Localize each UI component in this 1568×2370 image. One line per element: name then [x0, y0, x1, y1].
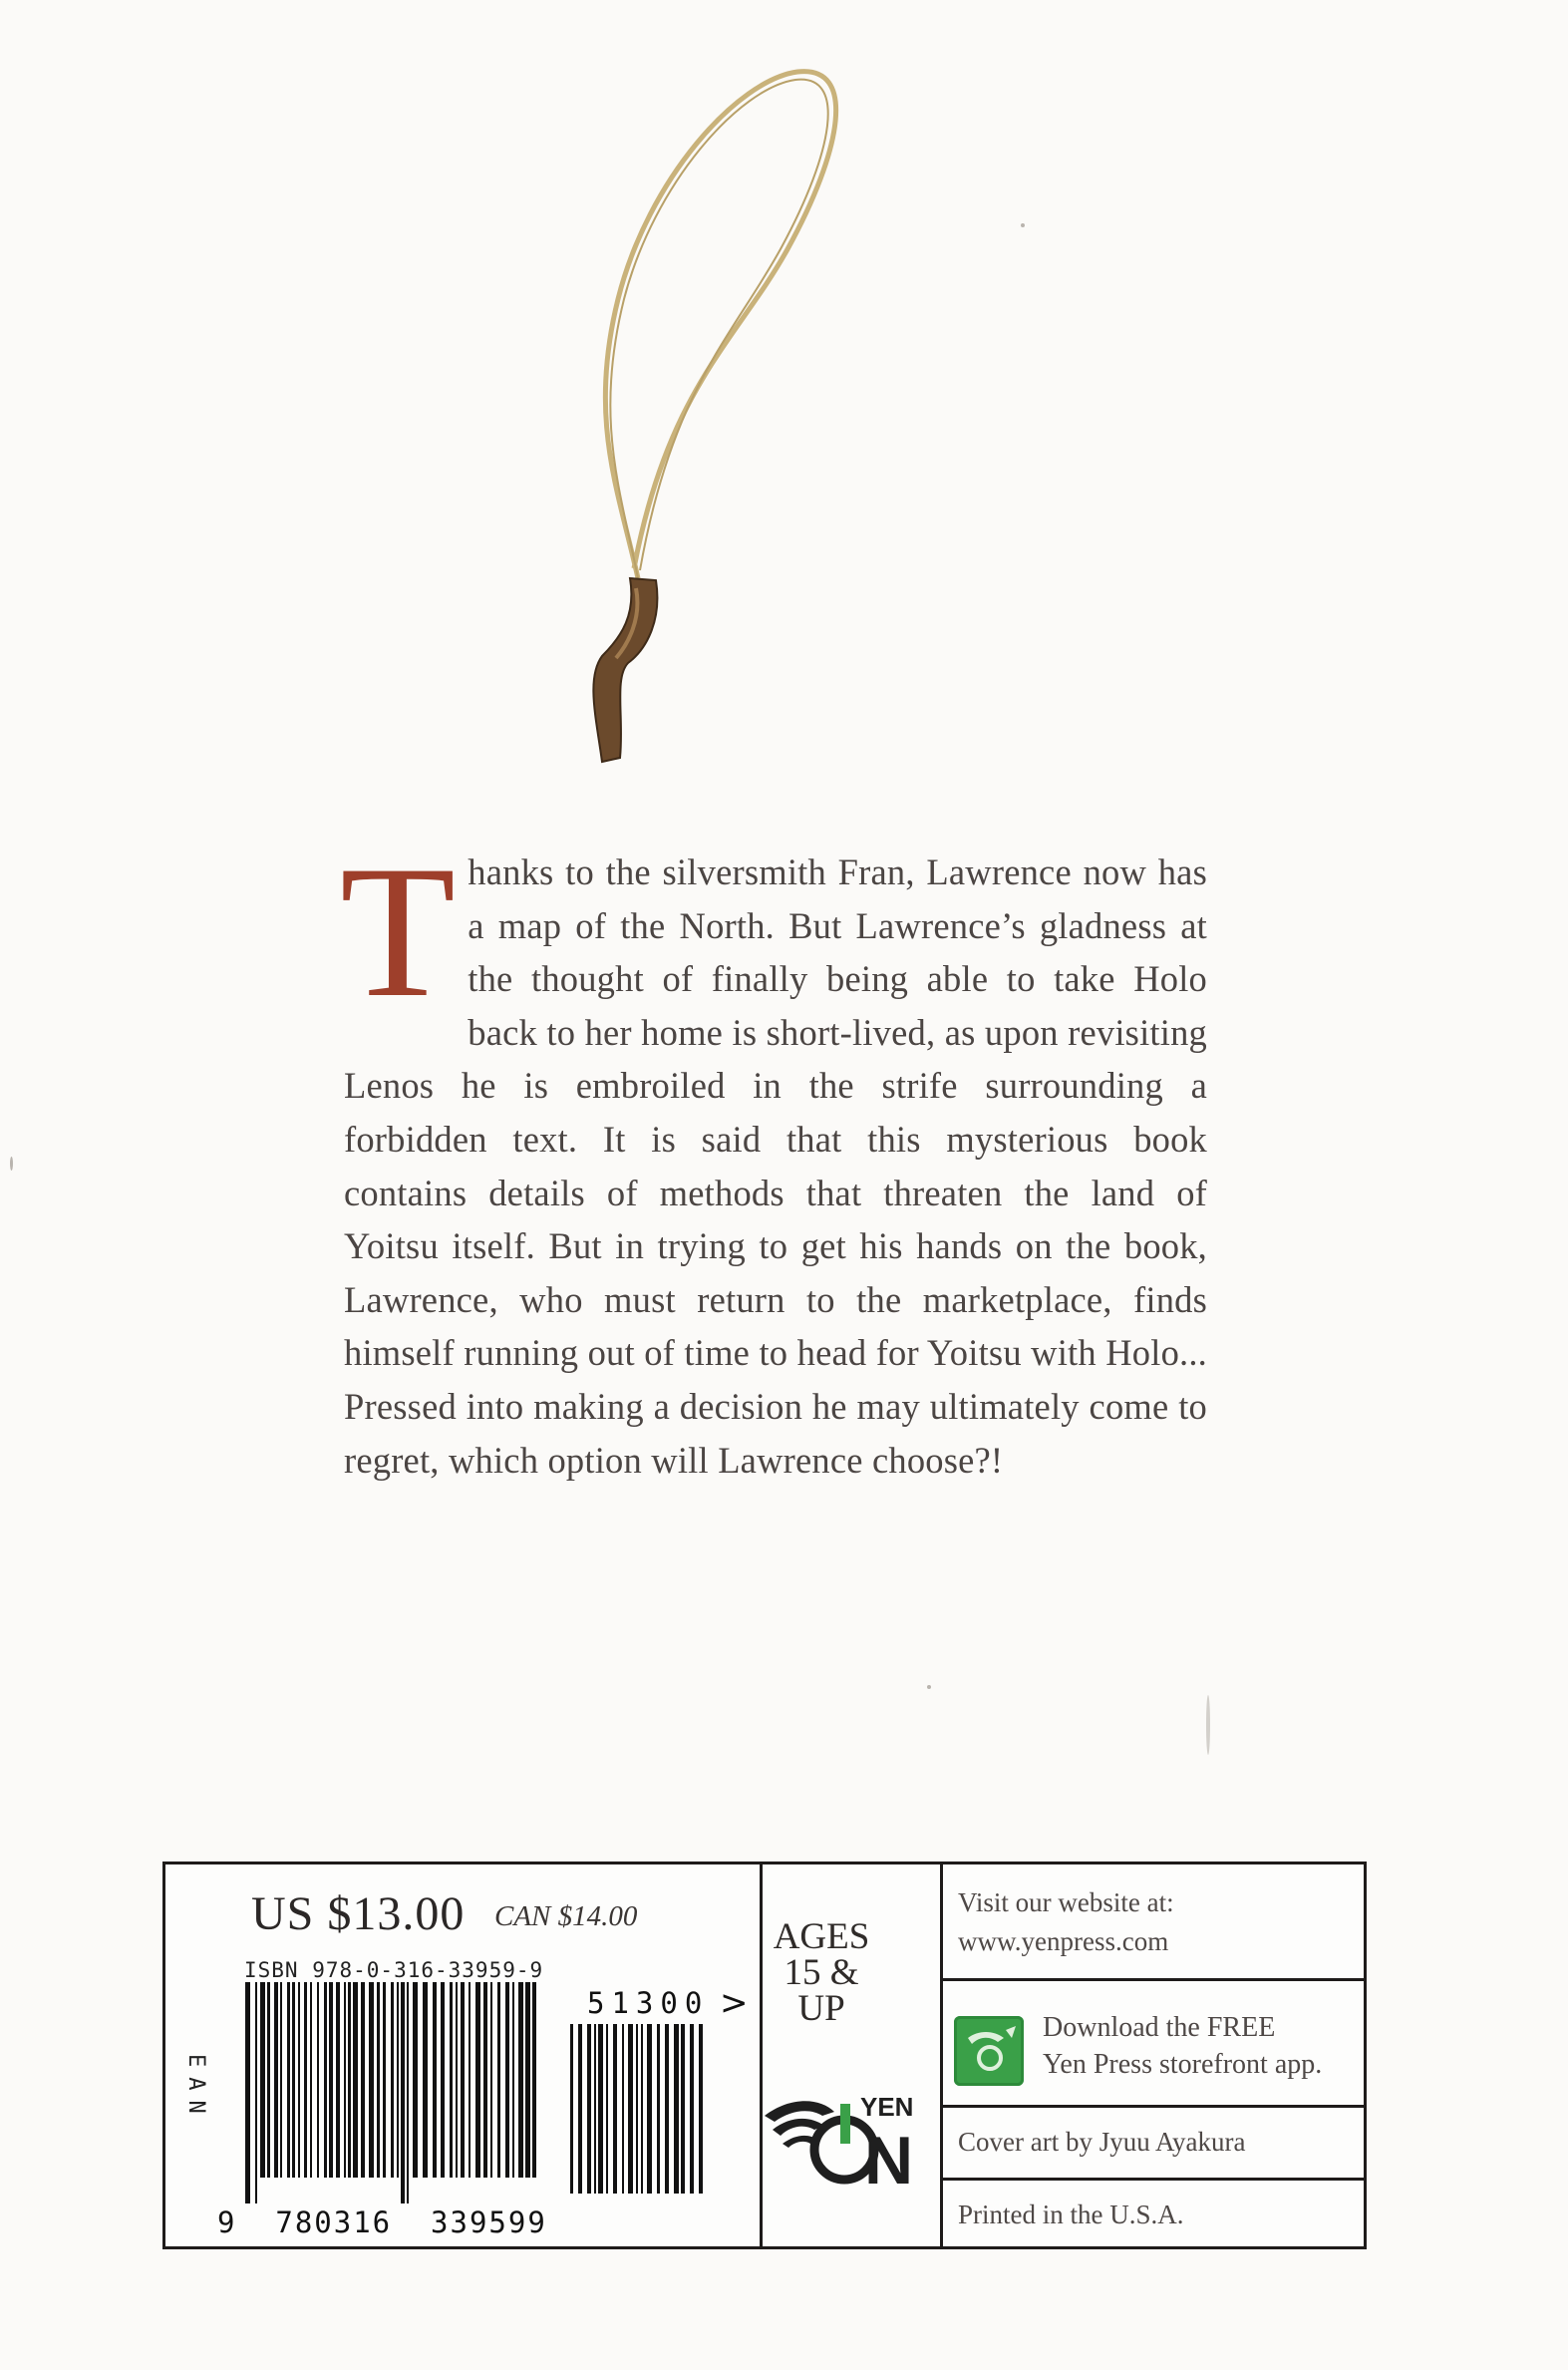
barcode-bar — [532, 1982, 536, 2178]
barcode-bar — [518, 1982, 523, 2178]
addon-number: 51300 — [587, 1986, 710, 2020]
barcode-bar — [255, 1982, 257, 2203]
barcode-bar — [383, 1982, 386, 2178]
website-label: Visit our website at: — [958, 1887, 1174, 1917]
barcode-info-box — [162, 1862, 1367, 2249]
paper-speck — [927, 1685, 931, 1689]
whistle-pendant-illustration — [558, 60, 1116, 818]
barcode-bar — [287, 1982, 290, 2178]
app-swirl-icon — [954, 2016, 1024, 2086]
barcode-bar — [433, 1982, 437, 2178]
barcode-bar — [570, 2024, 573, 2194]
barcode-bar — [475, 1982, 480, 2178]
ages-line1: AGES — [773, 1916, 870, 1957]
paper-speck — [10, 1157, 13, 1171]
barcode-bar — [606, 2024, 608, 2194]
divider — [940, 2178, 1364, 2181]
barcode-bar — [641, 2024, 643, 2194]
price-us: US $13.00 — [251, 1887, 466, 1940]
synopsis-text — [340, 828, 1207, 1487]
ean-barcode — [243, 1982, 542, 2203]
barcode-bar — [456, 1982, 458, 2178]
barcode-bar — [450, 1982, 453, 2178]
barcode-bar — [407, 1982, 409, 2203]
printed-in: Printed in the U.S.A. — [958, 2200, 1184, 2229]
yen-on-logo — [761, 2086, 920, 2196]
barcode-bar — [613, 2024, 617, 2194]
barcode-bar — [497, 1982, 500, 2178]
barcode-bar — [681, 2024, 685, 2194]
barcode-bar — [525, 1982, 530, 2178]
synopsis-body: hanks to the silversmith Fran, Lawrence now has a map of the North. But Lawrence’s gladness at the thought of finally being able to take Holo back to her home is short-lived, as upon revisiting Lenos he is embroiled in the strife surrounding a forbidden text. It is said that this mysterious book contains details of methods that threaten the land of Yoitsu itself. But in trying to get his hands on the book, Lawrence, who must return to the marketplace, finds himself running out of time to head for Yoitsu with Holo... Pressed into making a decision he may ultimately come to regret, which option will Lawrence choose?! — [344, 851, 1207, 1481]
barcode-bar — [622, 2024, 624, 2194]
barcode-bar — [292, 1982, 295, 2178]
divider — [940, 2105, 1364, 2108]
barcode-bar — [304, 1982, 307, 2178]
barcode-bar — [665, 2024, 669, 2194]
barcode-bar — [336, 1982, 340, 2178]
ages-line2: 15 & UP — [784, 1952, 859, 2029]
barcode-bar — [505, 1982, 509, 2178]
barcode-bar — [423, 1982, 428, 2178]
barcode-bar — [699, 2024, 703, 2194]
barcode-bar — [461, 1982, 465, 2178]
barcode-bar — [310, 1982, 312, 2178]
divider — [940, 1978, 1364, 1981]
website-url[interactable]: www.yenpress.com — [958, 1926, 1169, 1956]
barcode-bar — [628, 2024, 633, 2194]
barcode-bar — [657, 2024, 660, 2194]
barcode-bar — [397, 1982, 399, 2178]
app-line2: Yen Press storefront app. — [1043, 2049, 1323, 2080]
barcode-bar — [245, 1982, 250, 2203]
barcode-bar — [413, 1982, 418, 2178]
divider — [940, 1864, 943, 2246]
barcode-bar — [353, 1982, 358, 2178]
age-rating — [762, 1916, 881, 2029]
barcode-bar — [324, 1982, 327, 2178]
barcode-bar — [469, 1982, 470, 2178]
barcode-bar — [441, 1982, 445, 2178]
ean-number: 9 780316 339599 — [217, 2205, 547, 2239]
barcode-bar — [260, 1982, 265, 2178]
barcode-bar — [391, 1982, 394, 2178]
barcode-bar — [587, 2024, 591, 2194]
barcode-bar — [280, 1982, 282, 2178]
barcode-bar — [298, 1982, 300, 2178]
barcode-bar — [598, 2024, 603, 2194]
barcode-bar — [317, 1982, 319, 2178]
barcode-bar — [361, 1982, 365, 2178]
barcode-bar — [512, 1982, 514, 2178]
isbn: ISBN 978-0-316-33959-9 — [244, 1958, 544, 1982]
storefront-app-icon[interactable] — [954, 2016, 1024, 2086]
barcode-bar — [578, 2024, 582, 2194]
barcode-bar — [401, 1982, 405, 2203]
drop-cap: T — [340, 828, 457, 1037]
barcode-bar — [369, 1982, 374, 2178]
cover-credit: Cover art by Jyuu Ayakura — [958, 2127, 1246, 2157]
logo-text: YEN — [860, 2092, 914, 2122]
barcode-bar — [348, 1982, 351, 2178]
paper-speck — [1206, 1695, 1210, 1755]
barcode-bar — [483, 1982, 487, 2178]
barcode-bar — [636, 2024, 638, 2194]
price-can: CAN $14.00 — [494, 1900, 638, 1932]
barcode-bar — [274, 1982, 278, 2178]
addon-arrow: > — [720, 1983, 749, 2023]
paper-speck — [1021, 223, 1025, 227]
barcode-bar — [594, 2024, 596, 2194]
app-line1: Download the FREE — [1043, 2012, 1276, 2043]
barcode-bar — [690, 2024, 694, 2194]
barcode-bar — [267, 1982, 270, 2178]
barcode-bar — [674, 2024, 679, 2194]
barcode-bar — [329, 1982, 333, 2178]
logo-letter: N — [864, 2123, 914, 2196]
barcode-bar — [490, 1982, 492, 2178]
addon-barcode — [568, 2024, 708, 2223]
barcode-bar — [647, 2024, 652, 2194]
barcode-bar — [377, 1982, 380, 2178]
ean-label: EAN — [183, 2054, 208, 2124]
barcode-bar — [344, 1982, 346, 2178]
